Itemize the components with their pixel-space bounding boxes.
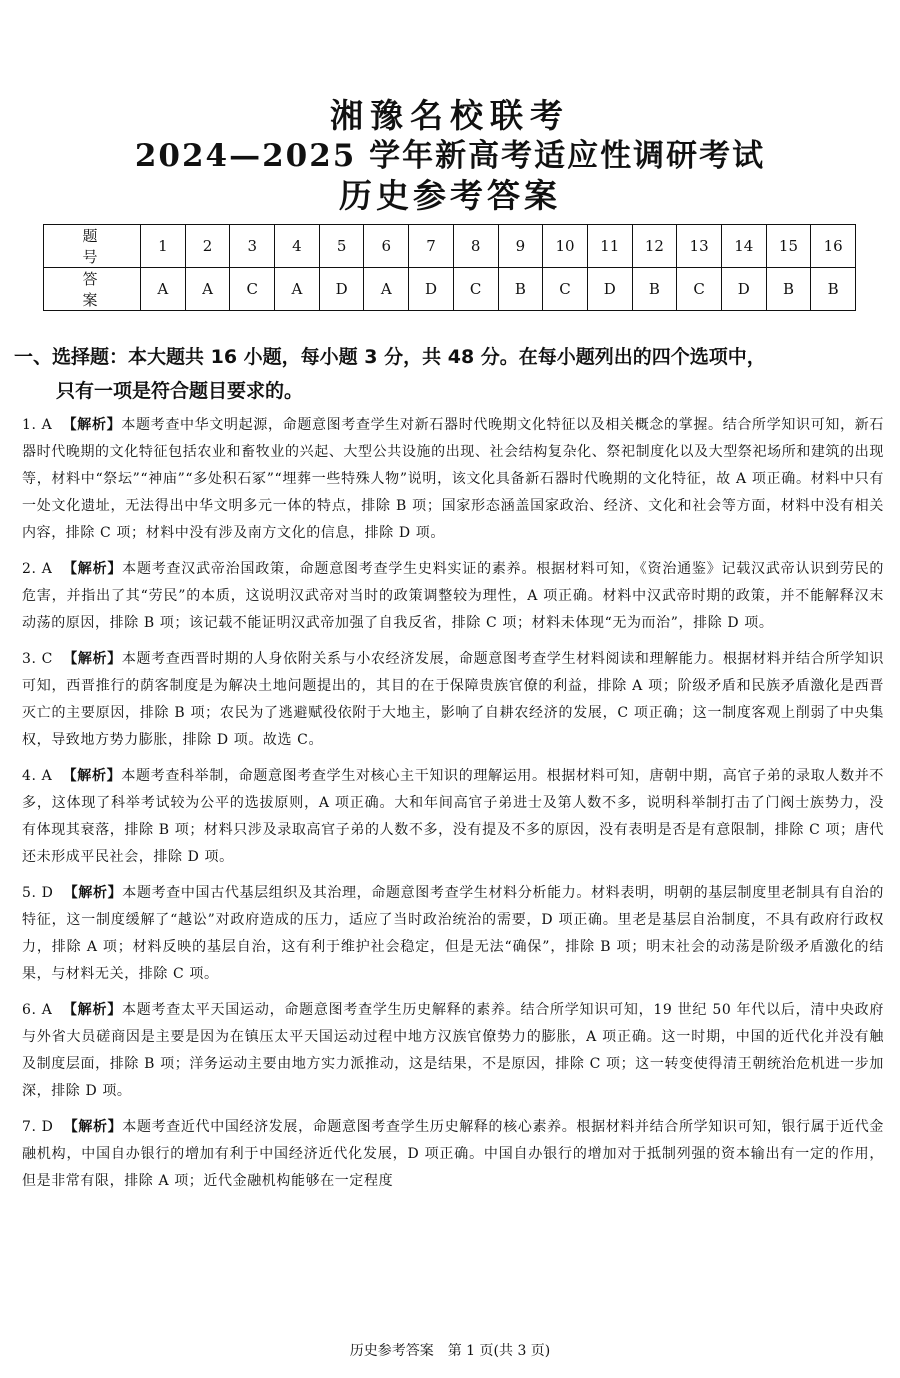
explanation-item <box>22 763 884 871</box>
question-number-cell: 16 <box>811 225 856 268</box>
analysis-tag: 【解析】 <box>63 561 123 577</box>
answer-cell: C <box>677 268 722 311</box>
answer-cell: D <box>319 268 364 311</box>
question-number-cell: 5 <box>319 225 364 268</box>
item-number: 3. C <box>22 651 53 667</box>
answer-table <box>43 224 856 311</box>
analysis-tag: 【解析】 <box>63 885 123 901</box>
question-number-cell: 15 <box>766 225 811 268</box>
answer-cell: B <box>498 268 543 311</box>
title-block <box>0 96 900 216</box>
section-heading-line2: 只有一项是符合题目要求的。 <box>56 380 304 402</box>
answer-label: 答 案 <box>44 268 141 311</box>
explanation-item <box>22 1114 884 1195</box>
item-text: 本题考查科举制，命题意图考查学生对核心主干知识的理解运用。根据材料可知，唐朝中期，高官子弟的录取人数并不多，这体现了科举考试较为公平的选拔原则，A 项正确。大和年间高官子弟进士及第人数不多，说明科举制打击了门阀士族势力，没有体现其衰落，排除 B 项；材料只涉及录取高官子弟的人数不多，没有提及不多的原因，没有表明是否是有意限制，排除 C 项；唐代还未形成平民社会，排除 D 项。 <box>22 768 885 865</box>
answer-cell: C <box>543 268 588 311</box>
question-number-row <box>44 225 856 268</box>
item-text: 本题考查西晋时期的人身依附关系与小农经济发展，命题意图考查学生材料阅读和理解能力。根据材料并结合所学知识可知，西晋推行的荫客制度是为解决土地问题提出的，其目的在于保障贵族官僚的利益，排除 A 项；阶级矛盾和民族矛盾激化是西晋灭亡的主要原因，排除 B 项；农民为了逃避赋役依附于大地主，影响了自耕农经济的发展，C 项正确；这一制度客观上削弱了中央集权，导致地方势力膨胀，排除 D 项。故选 C。 <box>22 651 884 748</box>
answer-cell: A <box>275 268 320 311</box>
item-number: 5. D <box>22 885 54 901</box>
question-number-cell: 2 <box>185 225 230 268</box>
answer-cell: D <box>409 268 454 311</box>
question-number-cell: 10 <box>543 225 588 268</box>
answer-cell: D <box>721 268 766 311</box>
answer-cell: B <box>632 268 677 311</box>
analysis-tag: 【解析】 <box>63 1119 123 1135</box>
question-number-cell: 4 <box>275 225 320 268</box>
item-number: 2. A <box>22 561 53 577</box>
answer-cell: A <box>185 268 230 311</box>
answer-cell: C <box>453 268 498 311</box>
question-number-cell: 14 <box>721 225 766 268</box>
item-text: 本题考查汉武帝治国政策，命题意图考查学生史料实证的素养。根据材料可知，《资治通鉴》记载汉武帝认识到劳民的危害，并指出了其“劳民”的本质，这说明汉武帝对当时的政策调整较为理性，A 项正确。材料中汉武帝时期的政策，并不能解释汉末动荡的原因，排除 B 项；该记载不能证明汉武帝加强了自我反省，排除 C 项；材料未体现“无为而治”，排除 D 项。 <box>22 561 884 631</box>
item-number: 1. A <box>22 417 53 433</box>
question-number-cell: 6 <box>364 225 409 268</box>
section-heading-line1: 一、选择题：本大题共 16 小题，每小题 3 分，共 48 分。在每小题列出的四个选项中， <box>14 346 766 368</box>
answer-cell: B <box>811 268 856 311</box>
analysis-tag: 【解析】 <box>62 1002 122 1018</box>
explanation-list <box>22 412 884 1204</box>
question-number-cell: 1 <box>141 225 186 268</box>
answer-row <box>44 268 856 311</box>
explanation-item <box>22 997 884 1105</box>
answer-key-title: 历史参考答案 <box>339 176 561 215</box>
question-number-cell: 11 <box>587 225 632 268</box>
question-number-label: 题 号 <box>44 225 141 268</box>
item-text: 本题考查太平天国运动，命题意图考查学生历史解释的素养。结合所学知识可知，19 世纪 50 年代以后，清中央政府与外省大员磋商因是主要是因为在镇压太平天国运动过程中地方汉族官僚势力的膨胀，A 项正确。这一时期，中国的近代化并没有触及制度层面，排除 B 项；洋务运动主要由地方实力派推动，这是结果，不是原因，排除 C 项；这一转变使得清王朝统治危机进一步加深，排除 D 项。 <box>22 1002 884 1099</box>
item-number: 4. A <box>22 768 53 784</box>
explanation-item <box>22 412 884 547</box>
question-number-cell: 13 <box>677 225 722 268</box>
question-number-cell: 12 <box>632 225 677 268</box>
page-footer: 历史参考答案 第 1 页(共 3 页) <box>349 1343 551 1359</box>
answer-cell: A <box>364 268 409 311</box>
question-number-cell: 9 <box>498 225 543 268</box>
item-text: 本题考查近代中国经济发展，命题意图考查学生历史解释的核心素养。根据材料并结合所学知识可知，银行属于近代金融机构，中国自办银行的增加有利于中国经济近代化发展，D 项正确。中国自办银行的增加对于抵制列强的资本输出有一定的作用，但是非常有限，排除 A 项；近代金融机构能够在一定程度 <box>22 1119 884 1189</box>
analysis-tag: 【解析】 <box>62 417 122 433</box>
question-number-cell: 8 <box>453 225 498 268</box>
exam-union-title: 湘豫名校联考 <box>330 96 570 135</box>
answer-cell: C <box>230 268 275 311</box>
explanation-item <box>22 556 884 637</box>
item-text: 本题考查中华文明起源，命题意图考查学生对新石器时代晚期文化特征以及相关概念的掌握。结合所学知识可知，新石器时代晚期的文化特征包括农业和畜牧业的兴起、大型公共设施的出现、社会结构复杂化、祭祀制度化以及大型祭祀场所和建筑的出现等，材料中“祭坛”“神庙”“多处积石冢”“埋葬一些特殊人物”说明，该文化具备新石器时代晚期的文化特征，故 A 项正确。材料中只有一处文化遗址，无法得出中华文明多元一体的特点，排除 B 项；国家形态涵盖国家政治、经济、文化和社会等方面，材料中没有相关内容，排除 C 项；材料中没有涉及南方文化的信息，排除 D 项。 <box>22 417 885 541</box>
question-number-cell: 7 <box>409 225 454 268</box>
item-text: 本题考查中国古代基层组织及其治理，命题意图考查学生材料分析能力。材料表明，明朝的基层制度里老制具有自治的特征，这一制度缓解了“越讼”对政府造成的压力，适应了当时政治统治的需要，D 项正确。里老是基层自治制度，不具有政府行政权力，排除 A 项；材料反映的基层自治，这有利于维护社会稳定，但是无法“确保”，排除 B 项；明末社会的动荡是阶级矛盾激化的结果，与材料无关，排除 C 项。 <box>22 885 884 982</box>
explanation-item <box>22 646 884 754</box>
answer-cell: B <box>766 268 811 311</box>
answer-cell: A <box>141 268 186 311</box>
item-number: 6. A <box>22 1002 53 1018</box>
explanation-item <box>22 880 884 988</box>
answer-cell: D <box>587 268 632 311</box>
item-number: 7. D <box>22 1119 54 1135</box>
exam-name-title: 2024—2025 学年新高考适应性调研考试 <box>134 138 766 174</box>
question-number-cell: 3 <box>230 225 275 268</box>
analysis-tag: 【解析】 <box>62 768 122 784</box>
section-heading <box>14 340 884 408</box>
analysis-tag: 【解析】 <box>63 651 122 667</box>
